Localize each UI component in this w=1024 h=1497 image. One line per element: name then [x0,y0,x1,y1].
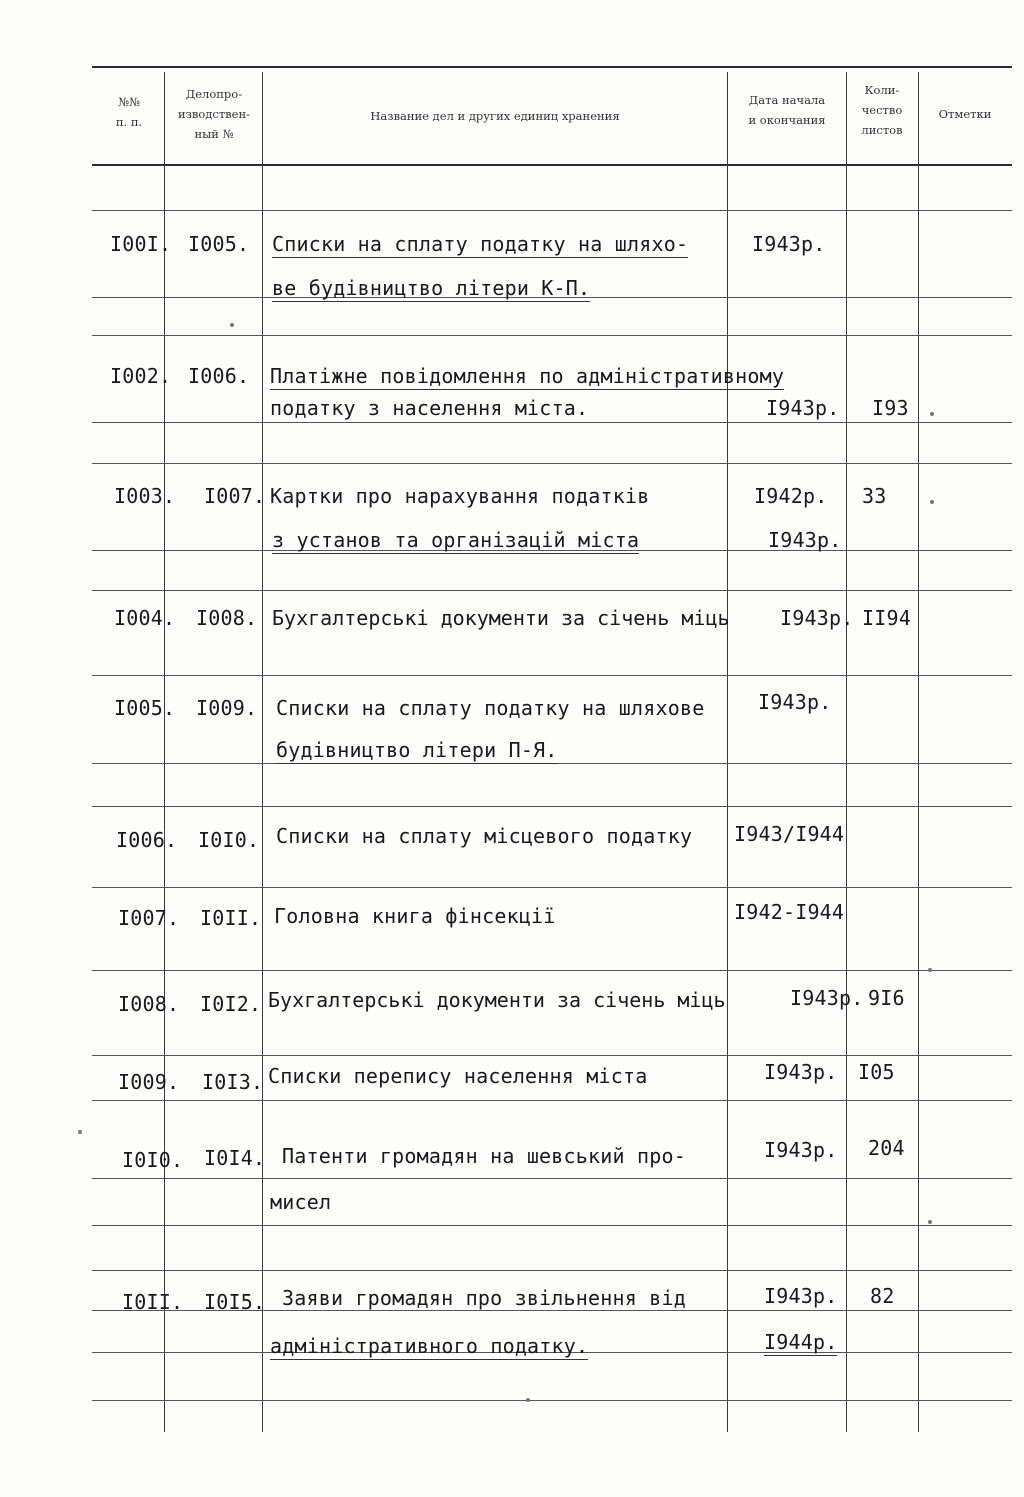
item-title-line: Картки про нарахування податків [270,484,650,508]
scan-speck [526,1398,530,1402]
sheet-count: I93 [872,396,909,420]
column-divider-1 [164,72,165,1432]
header-office-number: Делопро- изводствен- ный № [177,87,251,141]
item-title-line: Патенти громадян на шевський про- [282,1144,686,1168]
ruled-line [92,210,1012,211]
row-number: I006. [116,828,178,852]
ruled-line [92,970,1012,971]
item-title-line: Бухгалтерські документи за січень міць [268,988,726,1012]
item-title-line: Списки на сплату місцевого податку [276,824,693,848]
item-date: I944р. [764,1330,838,1354]
office-number: I0II. [200,906,262,930]
office-number: I005. [188,232,250,256]
column-divider-3 [727,72,728,1432]
office-number: I0I4. [204,1146,266,1170]
item-date: I943р. [764,1060,838,1084]
item-title-line: з установ та організацій міста [272,528,640,552]
item-title-line: Заяви громадян про звільнення від [282,1286,686,1310]
sheet-count: II94 [862,606,911,630]
ruled-line [92,1400,1012,1401]
row-number: I008. [118,992,180,1016]
sheet-count: 82 [870,1284,895,1308]
scan-speck [928,968,932,972]
item-title-line: Головна книга фінсекції [274,904,556,928]
ruled-line [92,463,1012,464]
item-date: I943р. [790,986,864,1010]
row-number: I007. [118,906,180,930]
item-title-line: Списки на сплату податку на шляхо- [272,232,689,256]
item-date: I943р. [766,396,840,420]
scan-speck [230,323,234,327]
header-title: Название дел и других единиц хранения [370,109,620,123]
office-number: I009. [196,696,258,720]
row-number: I0I0. [122,1148,184,1172]
ruled-line [92,1225,1012,1226]
item-date: I943р. [764,1138,838,1162]
ruled-line [92,335,1012,336]
table-top-rule [92,66,1012,68]
item-date: I942-I944 [734,900,845,924]
item-date: I943р. [752,232,826,256]
ruled-line [92,1055,1012,1056]
header-sheets: Коли- чество листов [861,83,903,137]
scan-speck [928,1220,932,1224]
ruled-line [92,675,1012,676]
item-title-line: Списки на сплату податку на шляхове [276,696,705,720]
item-title-line: Платіжне повідомлення по адміністративному [270,364,785,388]
header-bottom-rule [92,164,1012,166]
office-number: I006. [188,364,250,388]
ruled-line [92,422,1012,423]
column-divider-4 [846,72,847,1432]
row-number: I00I. [110,232,172,256]
sheet-count: I05 [858,1060,895,1084]
office-number: I0I2. [200,992,262,1016]
item-date: I943/I944 [734,822,845,846]
sheet-count: 33 [862,484,887,508]
item-date: I943р. [780,606,854,630]
item-date: I943р. [768,528,842,552]
item-title-line: Списки перепису населення міста [268,1064,648,1088]
ruled-line [92,590,1012,591]
item-date: I943р. [758,690,832,714]
header-notes: Отметки [938,107,992,121]
item-title-line: ве будівництво літери К-П. [272,276,591,300]
column-divider-2 [262,72,263,1432]
scan-speck [78,1130,82,1134]
header-number: №№ п. п. [115,95,143,129]
row-number: I004. [114,606,176,630]
header-dates: Дата начала и окончания [748,93,826,127]
item-date: I942р. [754,484,828,508]
row-number: I009. [118,1070,180,1094]
office-number: I008. [196,606,258,630]
row-number: I005. [114,696,176,720]
row-number: I002. [110,364,172,388]
ruled-line [92,1270,1012,1271]
item-title-line: мисел [270,1190,332,1214]
office-number: I0I3. [202,1070,264,1094]
scan-speck [930,500,934,504]
ruled-line [92,806,1012,807]
sheet-count: 9I6 [868,986,905,1010]
item-title-line: Бухгалтерські документи за січень міць [272,606,730,630]
scan-speck [930,412,934,416]
ruled-line [92,1178,1012,1179]
row-number: I0II. [122,1290,184,1314]
office-number: I0I5. [204,1290,266,1314]
item-title-line: адміністративного податку. [270,1334,589,1358]
ruled-line [92,1100,1012,1101]
column-divider-5 [918,72,919,1432]
row-number: I003. [114,484,176,508]
office-number: I007. [204,484,266,508]
ruled-line [92,887,1012,888]
office-number: I0I0. [198,828,260,852]
item-title-line: податку з населення міста. [270,396,589,420]
item-date: I943р. [764,1284,838,1308]
item-title-line: будівництво літери П-Я. [276,738,558,762]
sheet-count: 204 [868,1136,905,1160]
